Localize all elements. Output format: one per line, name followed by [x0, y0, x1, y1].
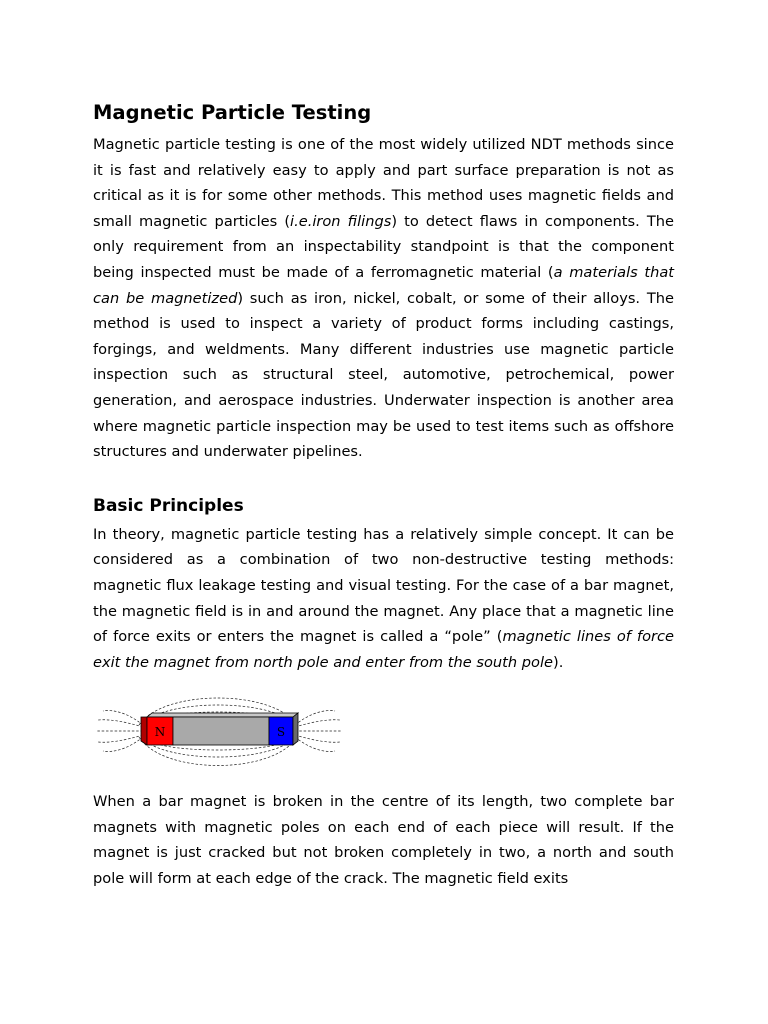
magnet-body: [173, 717, 269, 745]
intro-text-1: Magnetic particle testing is one of the most widely utilized NDT methods since it is fast and relatively easy to apply and part surface preparation is not as critical as it is for some other methods. This method uses magnetic fields and small magnetic particles (: [93, 136, 674, 230]
intro-italic-1: i.e.iron filings: [290, 212, 392, 230]
field-line-right-1: [295, 720, 340, 727]
north-pole-label: N: [154, 725, 166, 740]
section-heading: Basic Principles: [93, 495, 244, 516]
principles-paragraph: [93, 522, 674, 676]
intro-text-3: ) such as iron, nickel, cobalt, or some of their alloys. The method is used to inspect a variety of product forms including castings, forgings, and weldments. Many different industries use magnetic particle inspection such as structural steel, automotive, petrochemical, power generation, and aerospace industries. Underwater inspection is another area where magnetic particle inspection may be used to test items such as offshore structures and underwater pipelines.: [93, 289, 674, 461]
field-line-right-3: [295, 735, 340, 742]
intro-italic-2: a materials that can be magnetized: [93, 263, 675, 307]
field-line-left-3: [98, 735, 143, 742]
page-title: Magnetic Particle Testing: [93, 101, 372, 124]
field-line-left-4: [103, 711, 143, 725]
bar-magnet-figure: [93, 683, 343, 783]
magnet-end-face: [293, 713, 298, 745]
magnet-side-face: [141, 717, 147, 745]
principles-italic: magnetic lines of force exit the magnet from north pole and enter from the south pole: [93, 628, 674, 671]
principles-text-1: In theory, magnetic particle testing has a relatively simple concept. It can be considered as a combination of two non-destructive testing methods: magnetic flux leakage testing and visual testing. For the case of a bar magnet, the magnetic field is in and around the magnet. Any place that a magnetic line of force exits or enters the magnet is called a “pole” (: [93, 525, 674, 646]
principles-text-2: ).: [553, 653, 564, 671]
field-line-right-4: [295, 711, 335, 725]
magnet-top-face: [147, 713, 298, 717]
south-pole-label: S: [276, 725, 286, 740]
field-line-right-5: [295, 737, 335, 751]
document-page: [93, 100, 674, 892]
closing-paragraph: When a bar magnet is broken in the centre of its length, two complete bar magnets with magnetic poles on each end of each piece will result. If the magnet is just cracked but not broken completely in two, a north and south pole will form at each edge of the crack. The magnetic field exits: [93, 793, 674, 888]
field-line-left-1: [98, 720, 143, 727]
intro-paragraph: [93, 132, 674, 465]
intro-text-2: ) to detect flaws in components. The only requirement from an inspectability standpoint is that the component being inspected must be made of a ferromagnetic material (: [93, 212, 675, 281]
field-line-left-5: [103, 737, 143, 751]
